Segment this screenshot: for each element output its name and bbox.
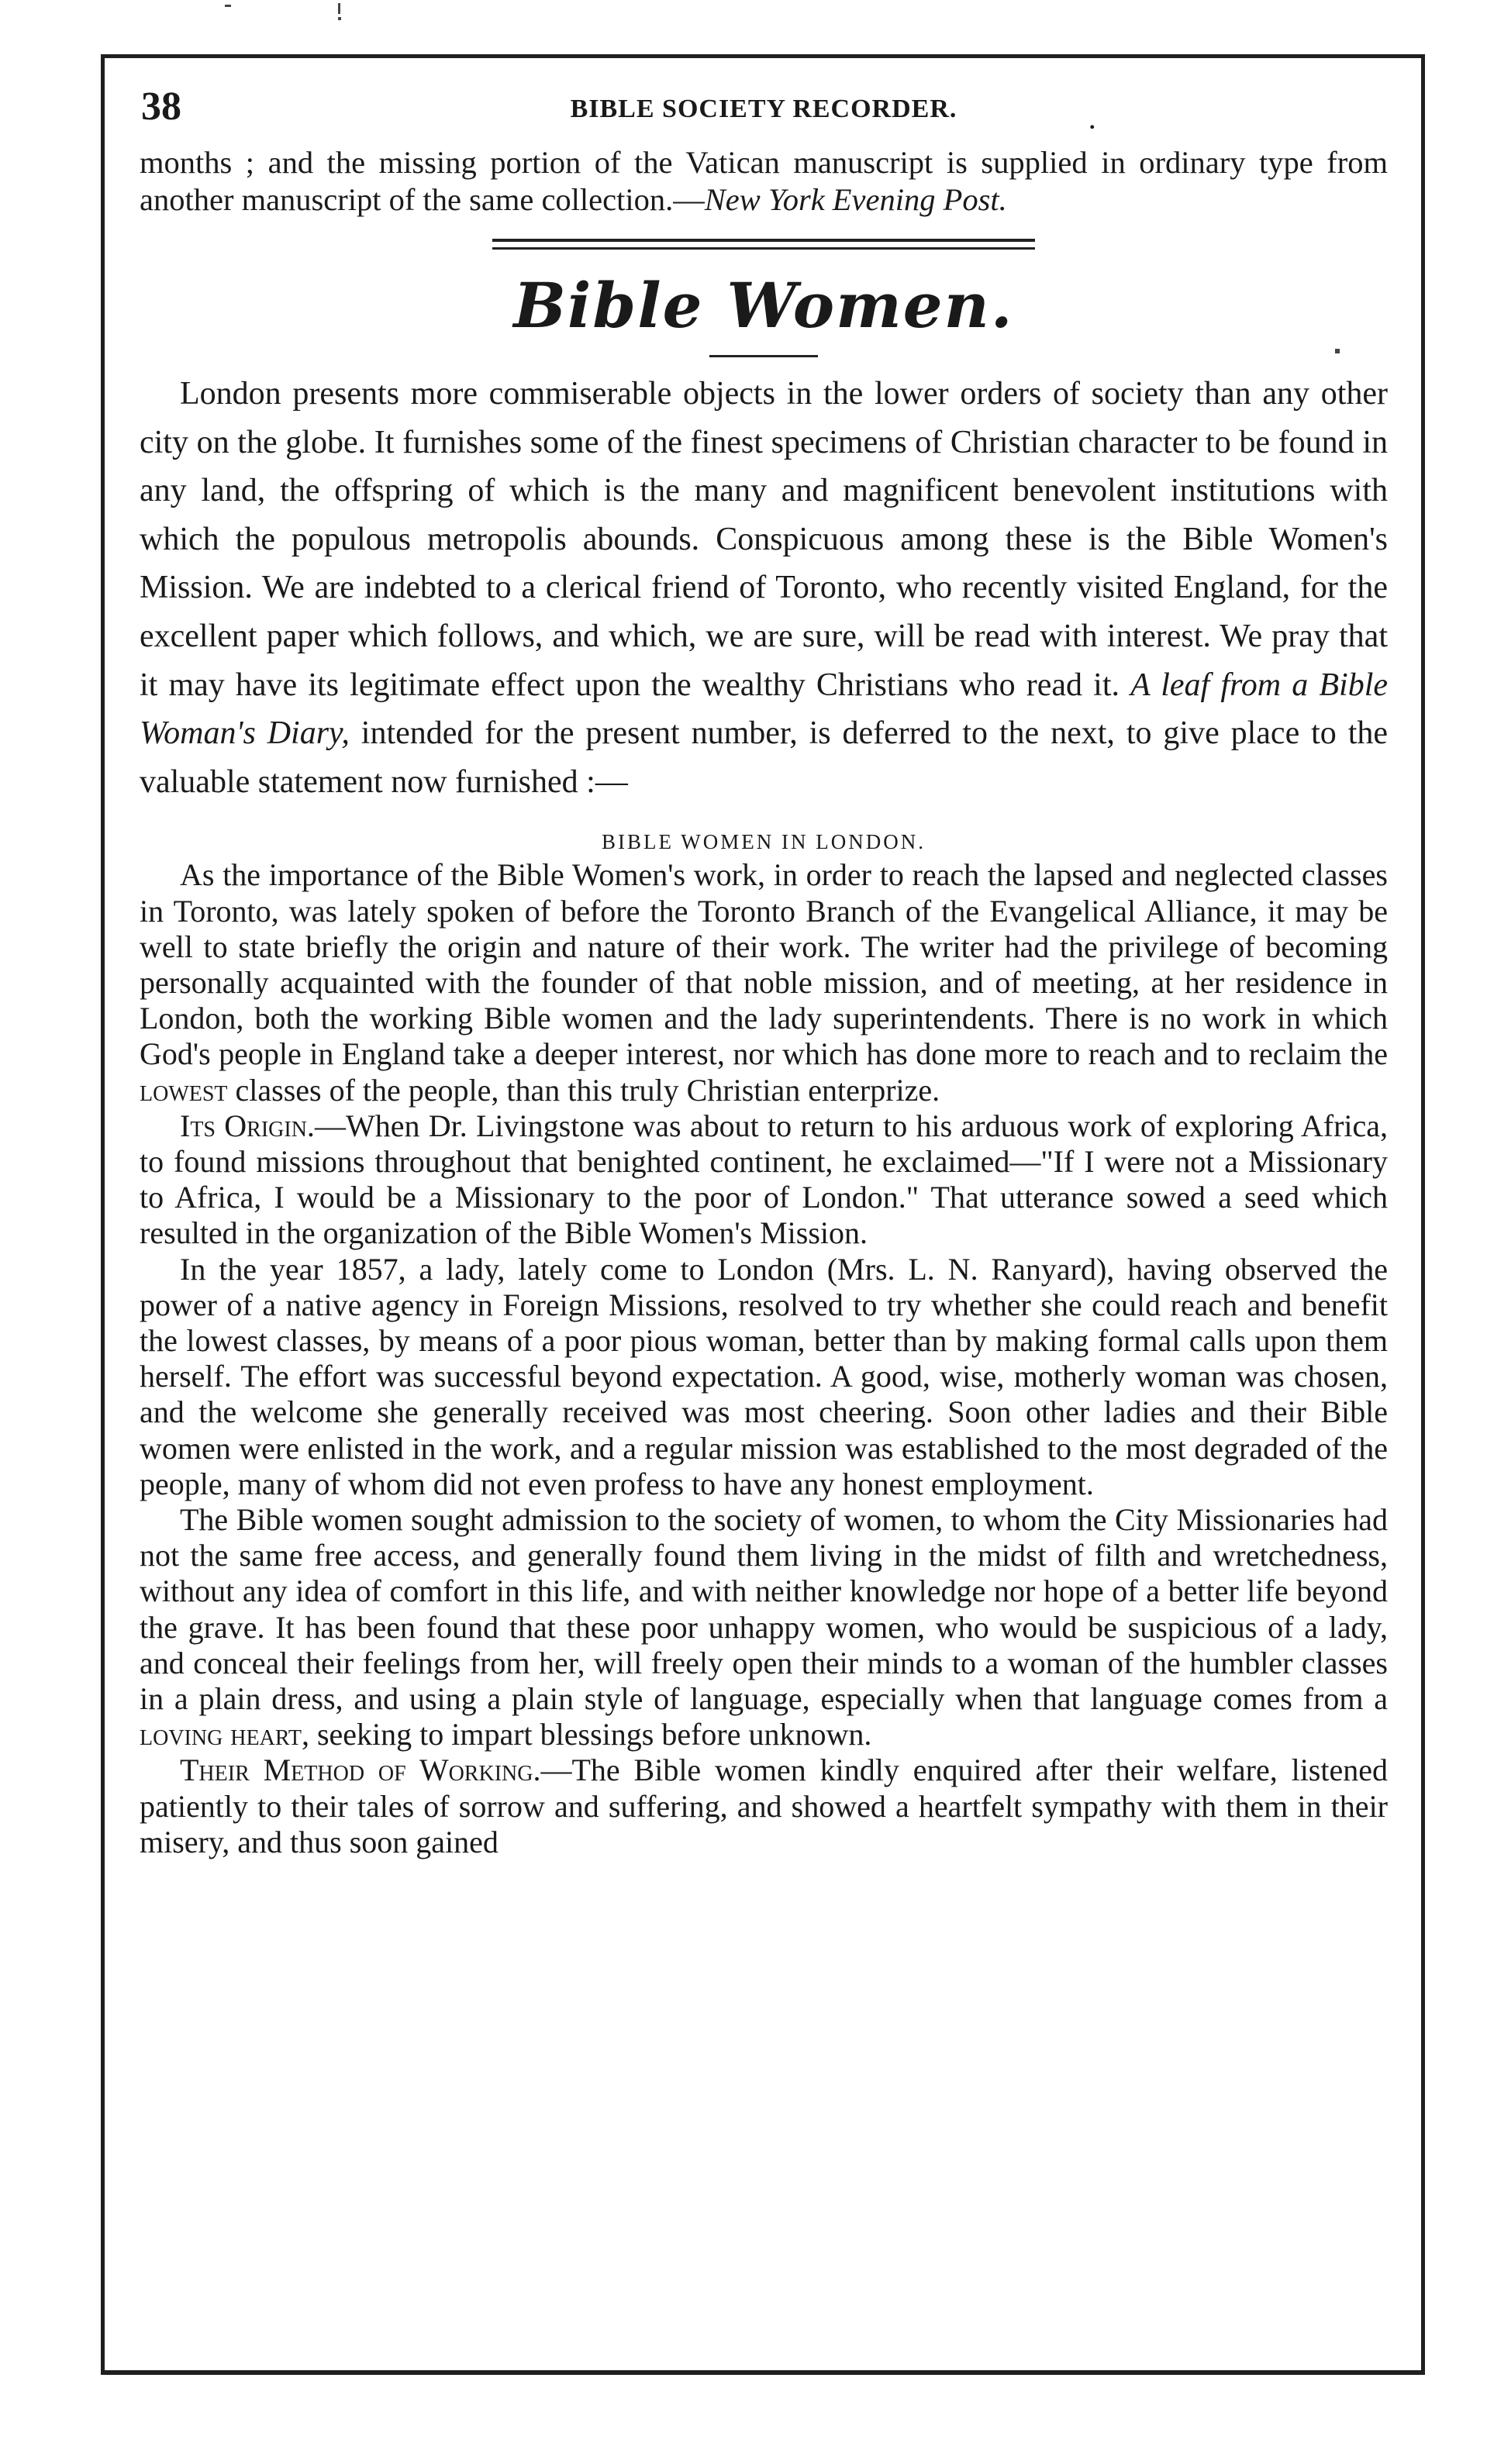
- method-text: —The Bible women kindly enquired after their welfare, listened patiently to their tales of sorrow and suffering, and showed a heartfelt sympathy with them in their misery, and thus soon gained: [140, 1752, 1388, 1859]
- running-title: BIBLE SOCIETY RECORDER.: [570, 95, 957, 123]
- p1-smallcaps: lowest: [140, 1072, 228, 1108]
- heading-underline: [709, 355, 818, 357]
- intro-paragraph: [140, 370, 1388, 806]
- p4-smallcaps: loving heart,: [140, 1717, 309, 1752]
- intro-italic-title: A leaf from a Bible Woman's Diary,: [140, 667, 1389, 752]
- page-content: [140, 78, 1388, 1860]
- p4-text-a: The Bible women sought admission to the society of women, to whom the City Missionaries had not the same free access, and generally found them living in the midst of filth and wretchedness, without any idea of comfort in this life, and with neither knowledge nor hope of a better life beyond the grave. It has been found that these poor unhappy women, who would be suspicious of a lady, and conceal their feelings from her, will freely open their minds to a woman of the humbler classes in a plain dress, and using a plain style of language, especially when that language comes from a: [140, 1502, 1388, 1717]
- continued-text: months ; and the missing portion of the Vatican manuscript is supplied in ordinary type from another manuscript of the same collection.—: [140, 145, 1388, 217]
- origin-lead: Its Origin.: [180, 1108, 315, 1143]
- source-citation: New York Evening Post.: [704, 182, 1007, 217]
- p4-text-b: seeking to impart blessings before unknown.: [316, 1717, 872, 1752]
- paragraph-admission: [140, 1502, 1388, 1752]
- paragraph-founding: In the year 1857, a lady, lately come to London (Mrs. L. N. Ranyard), having observed the power of a native agency in Foreign Missions, resolved to try whether she could reach and benefit the lowest classes, by means of a poor pious woman, better than by making formal calls upon them herself. The effort was successful beyond expectation. A good, wise, motherly woman was chosen, and the welcome she generally received was most cheering. Soon other ladies and their Bible women were enlisted in the work, and a regular mission was established to the most degraded of the people, many of whom did not even profess to have any honest employment.: [140, 1251, 1388, 1501]
- intro-text-1: London presents more commiserable objects in the lower orders of society than any other city on the globe. It furnishes some of the finest specimens of Christian character to be found in any land, the offspring of which is the many and magnificent benevolent institutions with which the populous metropolis abounds. Conspicuous among these is the Bible Women's Mission. We are indebted to a clerical friend of Toronto, who recently visited England, for the excellent paper which follows, and which, we are sure, will be read with interest. We pray that it may have its legitimate effect upon the wealthy Christians who read it.: [140, 376, 1388, 703]
- scan-speck: [225, 5, 231, 7]
- scan-speck: [338, 17, 341, 20]
- header-dot: .: [1089, 109, 1095, 134]
- continued-paragraph: [140, 144, 1388, 219]
- paragraph-origin: [140, 1108, 1388, 1252]
- method-lead: Their Method of Working.: [180, 1752, 541, 1788]
- page-header: [140, 78, 1388, 140]
- paragraph-method: [140, 1752, 1388, 1860]
- intro-text-2: intended for the present number, is deferred to the next, to give place to the valuable statement now furnished :—: [140, 715, 1388, 800]
- p1-text-b: classes of the people, than this truly Christian enterprize.: [235, 1072, 940, 1108]
- section-divider: [492, 239, 1035, 250]
- origin-text: —When Dr. Livingstone was about to return to his arduous work of exploring Africa, to found missions throughout that benighted continent, he exclaimed—"If I were not a Missionary to Africa, I would be a Missionary to the poor of London." That utterance sowed a seed which resulted in the organization of the Bible Women's Mission.: [140, 1108, 1389, 1251]
- page-number: 38: [141, 84, 181, 129]
- article-subheading: BIBLE WOMEN IN LONDON.: [602, 830, 926, 854]
- scan-speck: [338, 3, 340, 14]
- paragraph-introduction: [140, 857, 1388, 1108]
- section-heading: Bible Women.: [513, 269, 1014, 342]
- p1-text-a: As the importance of the Bible Women's work, in order to reach the lapsed and neglected classes in Toronto, was lately spoken of before the Toronto Branch of the Evangelical Alliance, it may be well to state briefly the origin and nature of their work. The writer had the privilege of becoming personally acquainted with the founder of that noble mission, and of meeting, at her residence in London, both the working Bible women and the lady superintendents. There is no work in which God's people in England take a deeper interest, nor which has done more to reach and to reclaim the: [140, 857, 1388, 1072]
